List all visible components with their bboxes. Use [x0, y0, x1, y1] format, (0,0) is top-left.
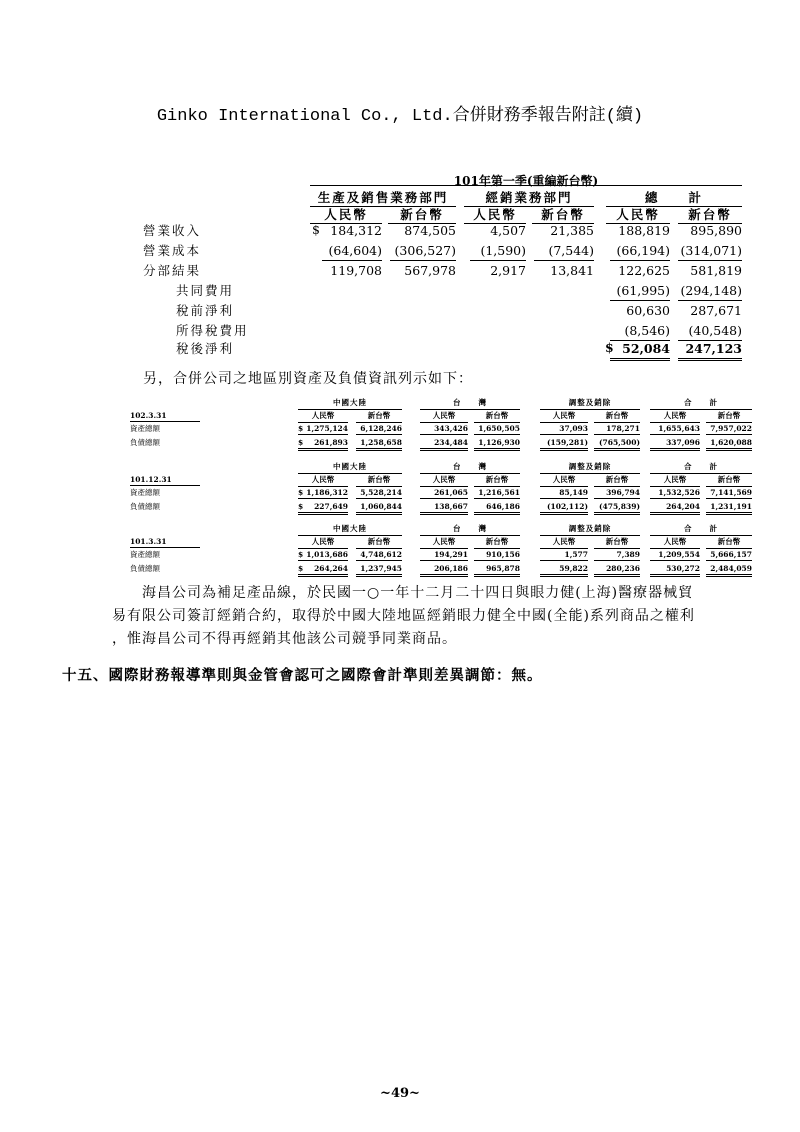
- region-currency-header: 人民幣: [540, 475, 588, 487]
- cell-value: 122,625: [618, 263, 670, 278]
- region-cell-value: 910,156: [474, 550, 520, 561]
- region-cell-value: 261,893: [298, 438, 348, 451]
- region-row-label: 負債總額: [130, 502, 160, 511]
- cell-value: 21,385: [550, 223, 594, 238]
- region-cell-value: 337,096: [650, 438, 700, 451]
- segment-table-row: [0, 262, 800, 282]
- cell-value: (61,995): [610, 282, 670, 301]
- region-cell-value: 280,236: [594, 564, 640, 577]
- segment-group-header: 經銷業務部門: [464, 190, 594, 207]
- region-currency-header: 新台幣: [474, 411, 520, 423]
- region-cell-value: 261,065: [420, 488, 468, 499]
- paragraph-line: 易有限公司簽訂經銷合約，取得於中國大陸地區經銷眼力健全中國(全能)系列商品之權利: [112, 608, 695, 624]
- row-label: 所得稅費用: [176, 323, 249, 338]
- region-group-header: 合 計: [650, 462, 752, 474]
- region-currency-header: 人民幣: [420, 411, 468, 423]
- region-cell-value: 1,620,088: [706, 438, 752, 451]
- cell-value: (66,194): [610, 242, 670, 261]
- cell-value: 13,841: [550, 263, 594, 278]
- region-cell-value: 138,667: [420, 502, 468, 515]
- region-cell-value: 1,231,191: [706, 502, 752, 515]
- region-cell-value: 7,957,022: [706, 424, 752, 435]
- region-cell-value: 85,149: [540, 488, 588, 499]
- row-label: 稅前淨利: [176, 303, 235, 318]
- region-currency-header: 人民幣: [650, 537, 700, 549]
- cell-value: 119,708: [330, 263, 382, 278]
- region-currency-header: 新台幣: [594, 537, 640, 549]
- region-currency-header: 人民幣: [298, 475, 348, 487]
- distribution-paragraph: [112, 582, 752, 651]
- cell-value: 60,630: [626, 303, 670, 318]
- region-cell-value: 646,186: [474, 502, 520, 515]
- region-cell-value: 1,209,554: [650, 550, 700, 561]
- region-cell-value: 1,126,930: [474, 438, 520, 451]
- region-cell-value: 530,272: [650, 564, 700, 577]
- region-currency-header: 新台幣: [356, 411, 402, 423]
- row-label: 營業收入: [143, 223, 202, 238]
- region-cell-value: 1,060,844: [356, 502, 402, 515]
- dollar-sign: $: [298, 564, 304, 573]
- region-cell-value: 1,013,686: [298, 550, 348, 561]
- dollar-sign: $: [298, 550, 304, 559]
- cell-value: 581,819: [690, 263, 742, 278]
- region-cell-value: 1,577: [540, 550, 588, 561]
- currency-header: 人民幣: [606, 207, 670, 224]
- segment-table-row: [0, 340, 800, 360]
- region-group-header: 調整及銷除: [540, 398, 640, 410]
- region-cell-value: 7,389: [594, 550, 640, 561]
- dollar-sign: $: [298, 488, 304, 497]
- row-label: 共同費用: [176, 283, 235, 298]
- dollar-sign: $: [298, 424, 304, 433]
- region-group-header: 調整及銷除: [540, 462, 640, 474]
- region-table-date: 102.3.31: [130, 410, 200, 422]
- segment-table-row: [0, 242, 800, 262]
- region-cell-value: 234,484: [420, 438, 468, 451]
- cell-value: (294,148): [678, 282, 742, 301]
- cell-value: 287,671: [690, 303, 742, 318]
- region-currency-header: 人民幣: [650, 411, 700, 423]
- cell-value: 4,507: [490, 223, 526, 238]
- row-label: 營業成本: [143, 243, 202, 258]
- region-cell-value: (159,281): [540, 438, 588, 451]
- region-currency-header: 人民幣: [420, 475, 468, 487]
- region-table-date: 101.3.31: [130, 536, 200, 548]
- cell-value: (314,071): [678, 242, 742, 261]
- region-group-header: 調整及銷除: [540, 524, 640, 536]
- dollar-sign: $: [298, 438, 304, 447]
- dollar-sign: $: [605, 340, 614, 355]
- region-cell-value: (102,112): [540, 502, 588, 515]
- region-cell-value: 227,649: [298, 502, 348, 515]
- section-heading: 十五、國際財務報導準則與金管會認可之國際會計準則差異調節：無。: [62, 667, 543, 684]
- region-cell-value: 1,258,658: [356, 438, 402, 451]
- region-cell-value: 264,264: [298, 564, 348, 577]
- cell-value: 2,917: [490, 263, 526, 278]
- region-currency-header: 新台幣: [474, 475, 520, 487]
- region-cell-value: 1,650,505: [474, 424, 520, 435]
- region-group-header: 合 計: [650, 524, 752, 536]
- region-cell-value: 343,426: [420, 424, 468, 435]
- cell-value: 188,819: [618, 223, 670, 238]
- region-currency-header: 新台幣: [706, 475, 752, 487]
- region-cell-value: 37,093: [540, 424, 588, 435]
- region-group-header: 中國大陸: [298, 398, 402, 410]
- currency-header: 新台幣: [388, 207, 456, 224]
- region-currency-header: 人民幣: [420, 537, 468, 549]
- cell-value: 874,505: [404, 223, 456, 238]
- segment-group-header: 總 計: [606, 190, 742, 207]
- currency-header: 新台幣: [678, 207, 742, 224]
- paragraph-line: 海昌公司為補足產品線，於民國一○一年十二月二十四日與眼力健(上海)醫療器械貿: [112, 585, 694, 601]
- caption-rule: [310, 185, 742, 186]
- currency-header: 新台幣: [532, 207, 594, 224]
- region-row-label: 負債總額: [130, 564, 160, 573]
- region-cell-value: (475,839): [594, 502, 640, 515]
- cell-value: (40,548): [678, 322, 742, 341]
- segment-table-row: [0, 222, 800, 242]
- region-cell-value: 1,532,526: [650, 488, 700, 499]
- region-currency-header: 新台幣: [594, 475, 640, 487]
- segment-table-row: [0, 322, 800, 342]
- region-cell-value: 59,822: [540, 564, 588, 577]
- cell-value: 247,123: [678, 340, 742, 361]
- segment-table-row: [0, 282, 800, 302]
- segment-group-header: 生產及銷售業務部門: [310, 190, 456, 207]
- region-table: [130, 524, 752, 574]
- row-label: 分部結果: [143, 263, 202, 278]
- region-cell-value: 2,484,059: [706, 564, 752, 577]
- region-currency-header: 新台幣: [594, 411, 640, 423]
- region-group-header: 台 灣: [420, 524, 520, 536]
- region-cell-value: 7,141,569: [706, 488, 752, 499]
- region-group-header: 中國大陸: [298, 524, 402, 536]
- region-currency-header: 新台幣: [706, 537, 752, 549]
- region-currency-header: 人民幣: [540, 411, 588, 423]
- region-cell-value: 206,186: [420, 564, 468, 577]
- region-group-header: 台 灣: [420, 462, 520, 474]
- region-currency-header: 人民幣: [298, 537, 348, 549]
- region-cell-value: (765,500): [594, 438, 640, 451]
- region-cell-value: 4,748,612: [356, 550, 402, 561]
- region-row-label: 資產總額: [130, 488, 160, 497]
- cell-value: (1,590): [470, 242, 526, 261]
- region-cell-value: 1,216,561: [474, 488, 520, 499]
- currency-header: 人民幣: [464, 207, 526, 224]
- segment-table-row: [0, 302, 800, 322]
- region-cell-value: 396,794: [594, 488, 640, 499]
- cell-value: (64,604): [322, 242, 382, 261]
- region-currency-header: 人民幣: [650, 475, 700, 487]
- region-cell-value: 264,204: [650, 502, 700, 515]
- region-cell-value: 1,655,643: [650, 424, 700, 435]
- region-cell-value: 1,237,945: [356, 564, 402, 577]
- region-currency-header: 新台幣: [474, 537, 520, 549]
- row-label: 稅後淨利: [176, 341, 235, 356]
- cell-value: (8,546): [610, 322, 670, 341]
- paragraph-line: ，惟海昌公司不得再經銷其他該公司競爭同業商品。: [112, 631, 457, 647]
- region-currency-header: 新台幣: [356, 537, 402, 549]
- region-table: [130, 398, 752, 448]
- region-table-date: 101.12.31: [130, 474, 200, 486]
- region-cell-value: 6,128,246: [356, 424, 402, 435]
- intro-text: 另，合併公司之地區別資產及負債資訊列示如下：: [143, 371, 473, 387]
- cell-value: (7,544): [534, 242, 594, 261]
- region-group-header: 合 計: [650, 398, 752, 410]
- region-group-header: 台 灣: [420, 398, 520, 410]
- region-currency-header: 人民幣: [540, 537, 588, 549]
- region-cell-value: 1,186,312: [298, 488, 348, 499]
- dollar-sign: $: [312, 222, 320, 237]
- region-currency-header: 新台幣: [706, 411, 752, 423]
- currency-header: 人民幣: [310, 207, 382, 224]
- page-number: ~49~: [380, 1086, 420, 1101]
- region-currency-header: 人民幣: [298, 411, 348, 423]
- dollar-sign: $: [298, 502, 304, 511]
- region-table: [130, 462, 752, 512]
- region-row-label: 資產總額: [130, 424, 160, 433]
- cell-value: 567,978: [404, 263, 456, 278]
- region-cell-value: 178,271: [594, 424, 640, 435]
- cell-value: (306,527): [390, 242, 456, 261]
- cell-value: 895,890: [690, 223, 742, 238]
- region-cell-value: 1,275,124: [298, 424, 348, 435]
- region-group-header: 中國大陸: [298, 462, 402, 474]
- region-cell-value: 5,666,157: [706, 550, 752, 561]
- region-cell-value: 965,878: [474, 564, 520, 577]
- cell-value: 184,312: [330, 223, 382, 238]
- cell-value: 52,084: [610, 340, 670, 361]
- region-row-label: 資產總額: [130, 550, 160, 559]
- region-currency-header: 新台幣: [356, 475, 402, 487]
- region-cell-value: 194,291: [420, 550, 468, 561]
- region-cell-value: 5,528,214: [356, 488, 402, 499]
- page-title: Ginko International Co., Ltd.合併財務季報告附註(續): [156, 107, 644, 126]
- region-row-label: 負債總額: [130, 438, 160, 447]
- segment-table-caption: 101年第一季(重編新台幣): [453, 174, 599, 188]
